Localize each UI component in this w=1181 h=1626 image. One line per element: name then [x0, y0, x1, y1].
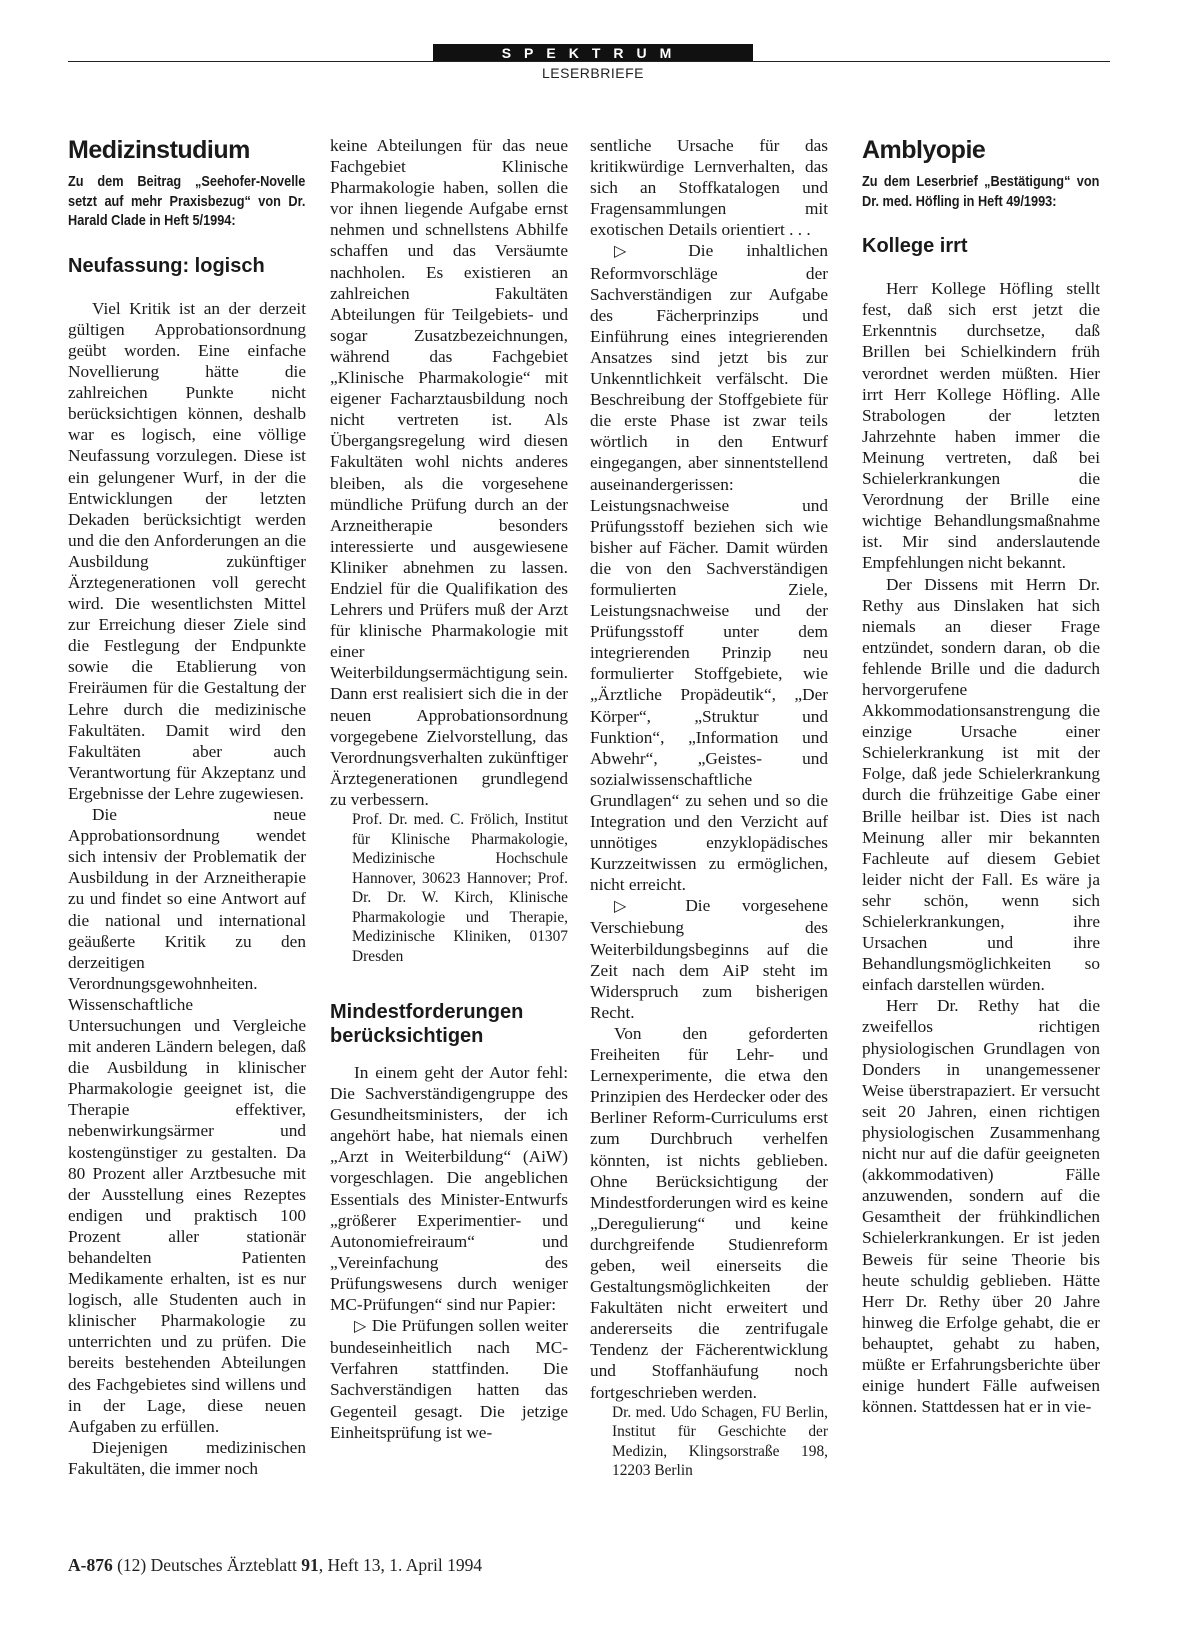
column-1: [68, 135, 306, 1479]
triangle-bullet-icon: ▷: [354, 1318, 367, 1336]
triangle-bullet-icon: ▷: [614, 243, 656, 261]
paragraph: ▷ Die inhaltlichen Reformvorschläge der Sachverständigen zur Aufgabe des Fächerprinzips und Einführung eines integrierenden Ansatzes sind jetzt bis zur Unkenntlichkeit verfälscht. Die Beschreibung der Stoffgebiete für die erste Phase ist zwar teils wörtlich in den Entwurf eingegangen, aber sinnentstellend auseinandergerissen: Leistungsnachweise und Prüfungsstoff beziehen sich wie bisher auf Fächer. Damit würden die von den Sachverständigen formulierten Ziele, Leistungsnachweise und der Prüfungsstoff unter dem integrierenden Prinzip neu formulierter Stoffgebiete, wie „Ärztliche Propädeutik“, „Der Körper“, „Struktur und Funktion“, „Information und Abwehr“, „Geistes- und sozialwissenschaftliche Grundlagen“ zu sehen und so die Integration und den Verzicht auf unnötiges enzyklopädisches Kurzzeitwissen zu ermöglichen, nicht erreicht.: [590, 241, 828, 895]
paragraph: Herr Dr. Rethy hat die zweifellos richtigen physiologischen Grundlagen von Donders in unangemessener Weise überstrapaziert. Er versucht seit 20 Jahren, einen richtigen physiologischen Zusammenhang nicht nur auf die dafür geeigneten (akkommodativen) Fälle anzuwenden, sondern auf die Gesamtheit der frühkindlichen Schielerkrankungen. Er ist jeden Beweis für seine Theorie bis heute schuldig geblieben. Hätte Herr Dr. Rethy über 20 Jahre hinweg die Erfolge gehabt, die er behauptet, gehabt zu haben, müßte er Erfahrungsberichte über einige hundert Fälle aufweisen können. Stattdessen hat er in vie-: [862, 996, 1100, 1417]
paragraph: Von den geforderten Freiheiten für Lehr- und Lernexperimente, die etwa den Prinzipien des Herdecker oder des Berliner Reform-Curriculums erst zum Durchbruch verhelfen könnten, ist nichts geblieben. Ohne Berücksichtigung der Mindestforderungen wird es keine „Deregulierung“ und keine durchgreifende Studienreform geben, weil einerseits die Gestaltungsmöglichkeiten der Fakultäten nicht erweitert und andererseits die zentrifugale Tendenz der Fächerentwicklung und Stoffanhäufung noch fortgeschrieben werden.: [590, 1023, 828, 1402]
paragraph: keine Abteilungen für das neue Fachgebiet Klinische Pharmakologie haben, sollen die vor ihnen liegende Aufgabe ernst nehmen und schnellstens Abhilfe schaffen und das Versäumte nachholen. Es existieren an zahlreichen Fakultäten Abteilungen für Teilgebiets- und sogar Zusatzbezeichnungen, während das Fachgebiet „Klinische Pharmakologie“ mit eigener Facharztausbildung noch nicht vertreten ist. Als Übergangsregelung wird diesen Fakultäten wohl nichts anderes bleiben, als die vorgesehene mündliche Prüfung durch an der Arzneitherapie besonders interessierte und ausgewiesene Kliniker abnehmen zu lassen. Endziel für die Qualifikation des Lehrers und Prüfers muß der Arzt für klinische Pharmakologie mit einer Weiterbildungsermächtigung sein. Dann erst realisiert sich die in der neuen Approbationsordnung vorgegebene Zielvorstellung, das Verordnungsverhalten zukünftiger Ärztegenerationen grundlegend zu verbessern.: [330, 136, 568, 809]
issue-date: , Heft 13, 1. April 1994: [318, 1555, 483, 1575]
paragraph: ▷ Die vorgesehene Verschiebung des Weiterbildungsbeginns auf die Zeit nach dem AiP steht im Widerspruch zum bisherigen Recht.: [590, 896, 828, 1022]
article-lead: Zu dem Leserbrief „Bestätigung“ von Dr. med. Höfling in Heft 49/1993:: [862, 174, 1100, 210]
page-number: A-876: [68, 1555, 113, 1575]
letter-heading-neufassung: Neufassung: logisch: [68, 254, 265, 277]
article-lead: Zu dem Beitrag „Seehofer-Novelle setzt auf mehr Praxisbezug“ von Dr. Harald Clade in Heft 5/1994:: [68, 174, 306, 230]
paragraph: Der Dissens mit Herrn Dr. Rethy aus Dinslaken hat sich niemals an dieser Frage entzündet, sondern daran, ob die fehlende Brille und die dadurch hervorgerufene Akkommodationsanstrengung die einzige Ursache einer Schielerkrankung ist mit der Folge, daß jede Schielerkrankung durch die frühzeitige Gabe einer Brille heilbar ist. Dies ist nach Meinung aller mir bekannten Fachleute auf diesem Gebiet leider nicht der Fall. Es wäre ja sehr schön, wenn sich Schielerkrankungen, ihre Ursachen und ihre Behandlungsmöglichkeiten so einfach darstellen würden.: [862, 574, 1100, 995]
section-banner: SPEKTRUM: [433, 44, 753, 62]
letter-signature: Prof. Dr. med. C. Frölich, Institut für Klinische Pharmakologie, Medizinische Hochschule Hannover, 30623 Hannover; Prof. Dr. Dr. W. Kirch, Klinische Pharmakologie und Therapie, Medizinische Kliniken, 01307 Dresden: [352, 811, 568, 965]
paragraph: In einem geht der Autor fehl: Die Sachverständigengruppe des Gesundheitsministers, der ich angehört habe, hat niemals einen „Arzt in Weiterbildung“ (AiW) vorgeschlagen. Die angeblichen Essentials des Minister-Entwurfs „größerer Experimentier- und Autonomiefreiraum“ und „Vereinfachung des Prüfungswesens durch weniger MC-Prüfungen“ sind nur Papier:: [330, 1063, 568, 1315]
header-rule: [68, 61, 1110, 62]
paragraph: ▷ Die Prüfungen sollen weiter bundeseinheitlich nach MC-Verfahren stattfinden. Die Sachverständigen hatten das Gegenteil gesagt. Die jetzige Einheitsprüfung ist we-: [330, 1316, 568, 1442]
article-title-amblyopie: Amblyopie: [862, 136, 986, 164]
issue-page: (12): [117, 1555, 147, 1575]
column-2: [330, 135, 568, 1443]
volume-number: 91: [301, 1555, 319, 1575]
paragraph: sentliche Ursache für das kritikwürdige Lernverhalten, das sich an Stoffkatalogen und Fragensammlungen mit exotischen Details orientiert . . .: [590, 136, 828, 240]
letter-heading-kollege-irrt: Kollege irrt: [862, 235, 968, 258]
triangle-bullet-icon: ▷: [614, 898, 654, 916]
letter-signature: Dr. med. Udo Schagen, FU Berlin, Institut für Geschichte der Medizin, Klingsorstraße 198, 12203 Berlin: [612, 1403, 828, 1480]
subsection-label: LESERBRIEFE: [542, 65, 644, 81]
letter-heading-mindestforderungen: Mindestforderungen berücksichtigen: [330, 1001, 524, 1047]
paragraph: Diejenigen medizinischen Fakultäten, die immer noch: [68, 1437, 306, 1478]
column-4: [862, 135, 1100, 1417]
paragraph: Herr Kollege Höfling stellt fest, daß sich erst jetzt die Erkenntnis durchsetze, daß Brillen bei Schielkindern früh verordnet werden müßten. Hier irrt Herr Kollege Höfling. Alle Strabologen der letzten Jahrzehnte haben immer die Meinung vertreten, daß bei Schielerkrankungen die Verordnung der Brille eine wichtige Behandlungsmaßnahme ist. Mir sind anderslautende Empfehlungen nicht bekannt.: [862, 279, 1100, 573]
paragraph: Viel Kritik ist an der derzeit gültigen Approbationsordnung geübt worden. Eine einfache Novellierung hätte die zahlreichen Punkte nicht berücksichtigen können, deshalb war es logisch, eine völlige Neufassung vorzulegen. Diese ist ein gelungener Wurf, in der die Entwicklungen der letzten Dekaden berücksichtigt werden und die den Anforderungen an die Ausbildung zukünftiger Ärztegenerationen voll gerecht wird. Die wesentlichsten Mittel zur Erreichung dieser Ziele sind die Festlegung der Endpunkte sowie die Etablierung von Freiräumen für die Gestaltung der Lehre durch die medizinische Fakultäten. Damit wird den Fakultäten aber auch Verantwortung für Akzeptanz und Ergebnisse der Lehre zugewiesen.: [68, 298, 306, 803]
article-title-medizinstudium: Medizinstudium: [68, 136, 250, 164]
page-footer: [68, 1555, 482, 1576]
journal-name: Deutsches Ärzteblatt: [150, 1555, 297, 1575]
paragraph: Die neue Approbationsordnung wendet sich intensiv der Problematik der Ausbildung in der Arzneitherapie zu und findet so eine Antwort auf die national und international geäußerte Kritik zu den derzeitigen Verordnungsgewohnheiten. Wissenschaftliche Untersuchungen und Vergleiche mit anderen Ländern belegen, daß die Ausbildung in klinischer Pharmakologie geeignet ist, die Therapie effektiver, nebenwirkungsärmer und kostengünstiger zu gestalten. Da 80 Prozent aller Arztbesuche mit der Ausstellung eines Rezeptes endigen und praktisch 100 Prozent aller stationär behandelten Patienten Medikamente erhalten, ist es nur logisch, alle Studenten auch in klinischer Pharmakologie zu unterrichten und zu prüfen. Die bereits bestehenden Abteilungen des Fachgebietes sind willens und in der Lage, diese neuen Aufgaben zu erfüllen.: [68, 805, 306, 1436]
column-3: [590, 135, 828, 1481]
